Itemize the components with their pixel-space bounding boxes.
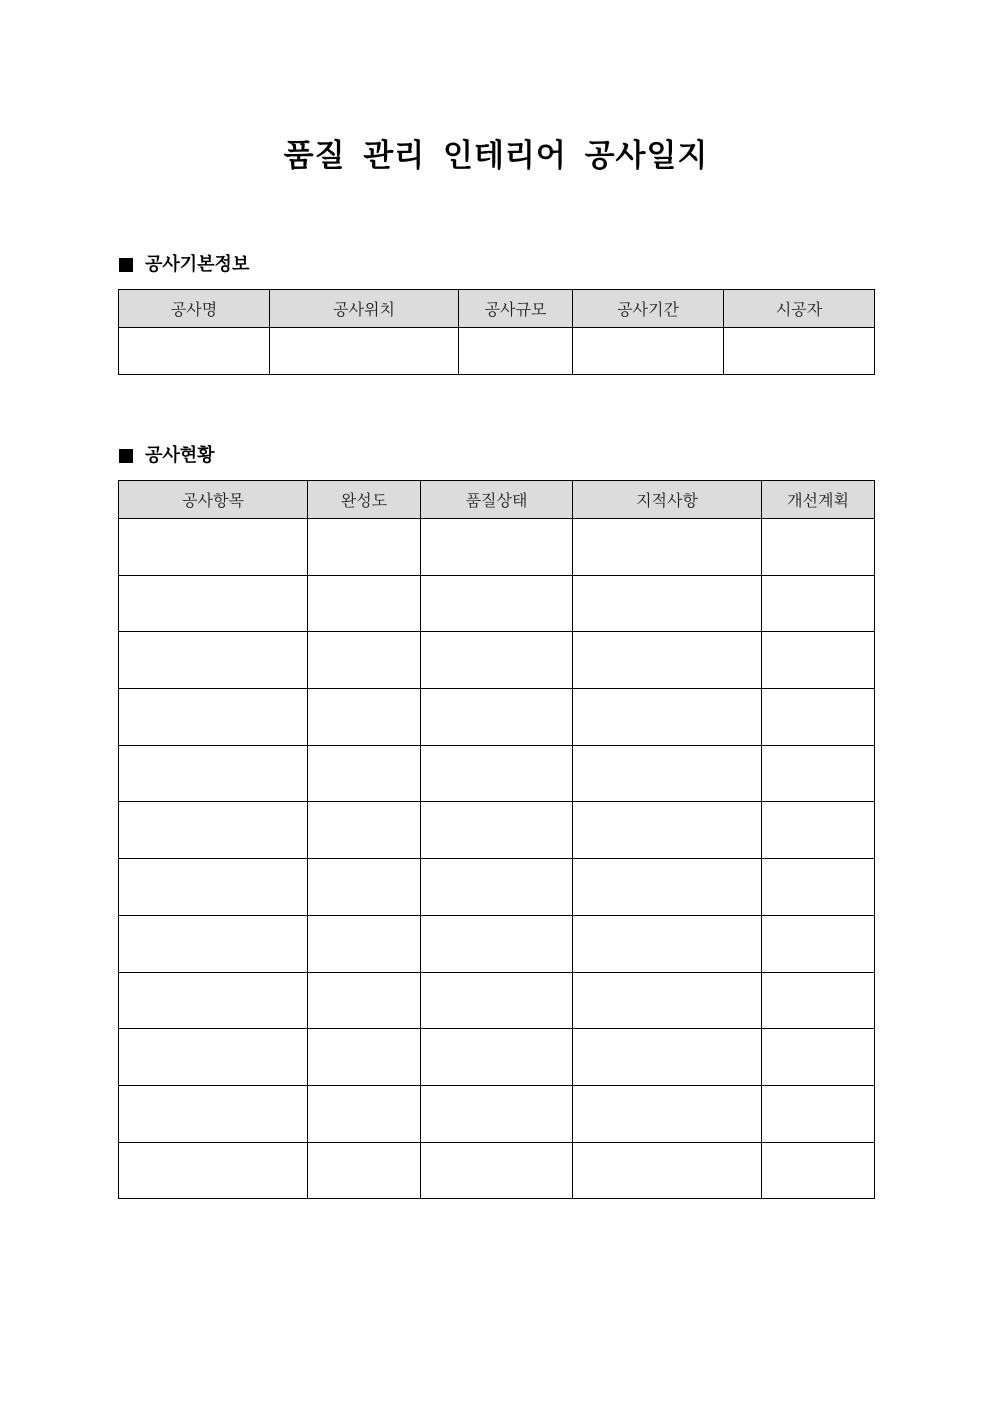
contractor-cell[interactable] (724, 328, 875, 375)
column-header-project-location: 공사위치 (270, 290, 459, 328)
section-heading-status (119, 444, 215, 468)
column-header-completion: 완성도 (308, 481, 421, 519)
issues-cell[interactable] (573, 1029, 762, 1086)
work-item-cell[interactable] (119, 1029, 308, 1086)
square-bullet-icon (119, 258, 133, 272)
issues-cell[interactable] (573, 575, 762, 632)
work-item-cell[interactable] (119, 915, 308, 972)
issues-cell[interactable] (573, 1085, 762, 1142)
completion-cell[interactable] (308, 632, 421, 689)
completion-cell[interactable] (308, 689, 421, 746)
issues-cell[interactable] (573, 1142, 762, 1199)
quality-status-cell[interactable] (421, 802, 573, 859)
work-item-cell[interactable] (119, 519, 308, 576)
work-item-cell[interactable] (119, 632, 308, 689)
completion-cell[interactable] (308, 859, 421, 916)
column-header-issues: 지적사항 (573, 481, 762, 519)
section-heading-label: 공사기본정보 (145, 254, 250, 275)
work-item-cell[interactable] (119, 1085, 308, 1142)
column-header-project-period: 공사기간 (573, 290, 724, 328)
completion-cell[interactable] (308, 1085, 421, 1142)
table-row (119, 632, 875, 689)
completion-cell[interactable] (308, 915, 421, 972)
issues-cell[interactable] (573, 972, 762, 1029)
quality-status-cell[interactable] (421, 1142, 573, 1199)
table-row (119, 802, 875, 859)
column-header-work-item: 공사항목 (119, 481, 308, 519)
work-item-cell[interactable] (119, 802, 308, 859)
improvement-plan-cell[interactable] (762, 689, 875, 746)
quality-status-cell[interactable] (421, 575, 573, 632)
column-header-quality-status: 품질상태 (421, 481, 573, 519)
improvement-plan-cell[interactable] (762, 632, 875, 689)
completion-cell[interactable] (308, 1142, 421, 1199)
section-heading-label: 공사현황 (145, 445, 215, 466)
column-header-improvement-plan: 개선계획 (762, 481, 875, 519)
section-heading-basic-info (119, 253, 249, 277)
work-item-cell[interactable] (119, 859, 308, 916)
quality-status-cell[interactable] (421, 972, 573, 1029)
improvement-plan-cell[interactable] (762, 1085, 875, 1142)
issues-cell[interactable] (573, 802, 762, 859)
improvement-plan-cell[interactable] (762, 519, 875, 576)
project-scale-cell[interactable] (459, 328, 573, 375)
completion-cell[interactable] (308, 972, 421, 1029)
table-row (119, 1029, 875, 1086)
table-row (119, 915, 875, 972)
improvement-plan-cell[interactable] (762, 745, 875, 802)
table-row (119, 745, 875, 802)
quality-status-cell[interactable] (421, 689, 573, 746)
completion-cell[interactable] (308, 745, 421, 802)
quality-status-cell[interactable] (421, 632, 573, 689)
table-row (119, 1085, 875, 1142)
project-location-cell[interactable] (270, 328, 459, 375)
table-header-row (119, 290, 875, 328)
column-header-project-scale: 공사규모 (459, 290, 573, 328)
table-row (119, 859, 875, 916)
improvement-plan-cell[interactable] (762, 915, 875, 972)
improvement-plan-cell[interactable] (762, 575, 875, 632)
quality-status-cell[interactable] (421, 859, 573, 916)
issues-cell[interactable] (573, 859, 762, 916)
quality-status-cell[interactable] (421, 915, 573, 972)
quality-status-cell[interactable] (421, 1029, 573, 1086)
issues-cell[interactable] (573, 632, 762, 689)
table-row (119, 1142, 875, 1199)
table-row (119, 689, 875, 746)
quality-status-cell[interactable] (421, 745, 573, 802)
project-name-cell[interactable] (119, 328, 270, 375)
table-row (119, 972, 875, 1029)
improvement-plan-cell[interactable] (762, 1142, 875, 1199)
issues-cell[interactable] (573, 689, 762, 746)
completion-cell[interactable] (308, 802, 421, 859)
column-header-contractor: 시공자 (724, 290, 875, 328)
improvement-plan-cell[interactable] (762, 802, 875, 859)
table-row (119, 519, 875, 576)
column-header-project-name: 공사명 (119, 290, 270, 328)
issues-cell[interactable] (573, 745, 762, 802)
work-item-cell[interactable] (119, 575, 308, 632)
work-item-cell[interactable] (119, 689, 308, 746)
improvement-plan-cell[interactable] (762, 859, 875, 916)
completion-cell[interactable] (308, 519, 421, 576)
improvement-plan-cell[interactable] (762, 1029, 875, 1086)
basic-info-table (118, 289, 875, 375)
work-item-cell[interactable] (119, 745, 308, 802)
quality-status-cell[interactable] (421, 1085, 573, 1142)
work-item-cell[interactable] (119, 972, 308, 1029)
issues-cell[interactable] (573, 519, 762, 576)
completion-cell[interactable] (308, 1029, 421, 1086)
issues-cell[interactable] (573, 915, 762, 972)
work-item-cell[interactable] (119, 1142, 308, 1199)
project-period-cell[interactable] (573, 328, 724, 375)
table-header-row (119, 481, 875, 519)
document-title: 품질 관리 인테리어 공사일지 (283, 138, 709, 174)
construction-status-table (118, 480, 875, 1199)
table-row (119, 575, 875, 632)
improvement-plan-cell[interactable] (762, 972, 875, 1029)
square-bullet-icon (119, 449, 133, 463)
table-row (119, 328, 875, 375)
quality-status-cell[interactable] (421, 519, 573, 576)
completion-cell[interactable] (308, 575, 421, 632)
